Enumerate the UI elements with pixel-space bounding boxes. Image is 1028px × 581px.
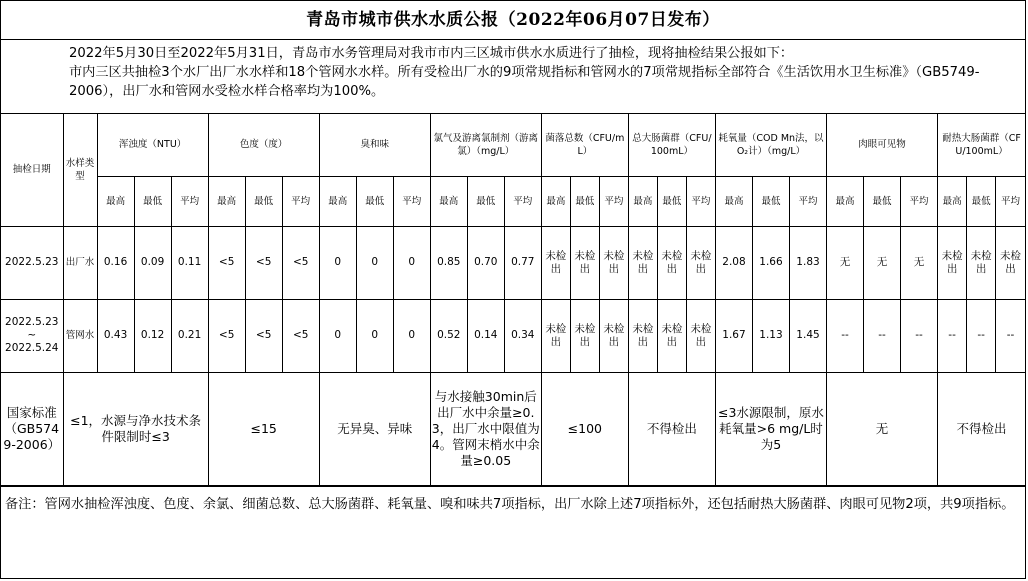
header-cod: 耗氧量（COD Mn法，以O₂计）（mg/L）: [715, 114, 826, 176]
value-cell-visible-avg: 无: [901, 226, 938, 299]
subheader-thermo-coliform-min: 最低: [967, 176, 996, 226]
standard-color: ≤15: [208, 372, 319, 485]
subheader-thermo-coliform-avg: 平均: [996, 176, 1025, 226]
value-cell-cod-avg: 1.83: [789, 226, 826, 299]
subheader-coliform-min: 最低: [657, 176, 686, 226]
value-cell-color-max: <5: [208, 299, 245, 372]
value-cell-turbidity-max: 0.16: [97, 226, 134, 299]
value-cell-chlorine-min: 0.70: [467, 226, 504, 299]
subheader-cod-min: 最低: [752, 176, 789, 226]
value-cell-bacteria-min: 未检出: [570, 299, 599, 372]
quality-table: [1, 114, 1025, 486]
subheader-bacteria-avg: 平均: [599, 176, 628, 226]
subheader-coliform-avg: 平均: [686, 176, 715, 226]
value-cell-coliform-avg: 未检出: [686, 299, 715, 372]
subheader-chlorine-min: 最低: [467, 176, 504, 226]
intro-section: [1, 40, 1025, 114]
value-cell-thermo-coliform-avg: 未检出: [996, 226, 1025, 299]
value-cell-chlorine-max: 0.85: [430, 226, 467, 299]
value-cell-cod-max: 1.67: [715, 299, 752, 372]
header-thermo-coliform: 耐热大肠菌群（CFU/100mL）: [938, 114, 1025, 176]
header-date: 抽检日期: [1, 114, 63, 226]
row-type: 出厂水: [63, 226, 97, 299]
subheader-color-avg: 平均: [282, 176, 319, 226]
subheader-turbidity-max: 最高: [97, 176, 134, 226]
value-cell-color-min: <5: [245, 299, 282, 372]
value-cell-visible-max: --: [827, 299, 864, 372]
subheader-color-min: 最低: [245, 176, 282, 226]
row-date: 2022.5.23 ~ 2022.5.24: [1, 299, 63, 372]
value-cell-odor-max: 0: [319, 226, 356, 299]
standard-thermo-coliform: 不得检出: [938, 372, 1025, 485]
header-row-2: [1, 176, 1025, 226]
subheader-thermo-coliform-max: 最高: [938, 176, 967, 226]
value-cell-chlorine-min: 0.14: [467, 299, 504, 372]
header-color: 色度（度）: [208, 114, 319, 176]
value-cell-cod-max: 2.08: [715, 226, 752, 299]
intro-line-1: 2022年5月30日至2022年5月31日，青岛市水务管理局对我市市内三区城市供水水质进行了抽检，现将抽检结果公报如下：: [69, 46, 794, 61]
value-cell-bacteria-max: 未检出: [541, 226, 570, 299]
value-cell-coliform-max: 未检出: [628, 226, 657, 299]
value-cell-odor-avg: 0: [393, 299, 430, 372]
value-cell-turbidity-max: 0.43: [97, 299, 134, 372]
standard-bacteria: ≤100: [541, 372, 628, 485]
value-cell-visible-max: 无: [827, 226, 864, 299]
subheader-visible-min: 最低: [864, 176, 901, 226]
value-cell-coliform-avg: 未检出: [686, 226, 715, 299]
subheader-chlorine-max: 最高: [430, 176, 467, 226]
header-odor: 臭和味: [319, 114, 430, 176]
value-cell-thermo-coliform-min: --: [967, 299, 996, 372]
header-chlorine: 氯气及游离氯制剂（游离氯）（mg/L）: [430, 114, 541, 176]
value-cell-odor-min: 0: [356, 299, 393, 372]
value-cell-visible-min: --: [864, 299, 901, 372]
value-cell-turbidity-avg: 0.21: [171, 299, 208, 372]
row-type: 管网水: [63, 299, 97, 372]
subheader-odor-min: 最低: [356, 176, 393, 226]
value-cell-chlorine-max: 0.52: [430, 299, 467, 372]
header-sample-type: 水样类型: [63, 114, 97, 226]
subheader-chlorine-avg: 平均: [504, 176, 541, 226]
data-row-network: [1, 299, 1025, 372]
subheader-turbidity-avg: 平均: [171, 176, 208, 226]
value-cell-bacteria-avg: 未检出: [599, 299, 628, 372]
value-cell-coliform-min: 未检出: [657, 226, 686, 299]
value-cell-thermo-coliform-max: --: [938, 299, 967, 372]
subheader-coliform-max: 最高: [628, 176, 657, 226]
subheader-odor-avg: 平均: [393, 176, 430, 226]
value-cell-bacteria-avg: 未检出: [599, 226, 628, 299]
subheader-cod-avg: 平均: [789, 176, 826, 226]
value-cell-color-avg: <5: [282, 226, 319, 299]
value-cell-visible-min: 无: [864, 226, 901, 299]
value-cell-thermo-coliform-avg: --: [996, 299, 1025, 372]
standard-turbidity: ≤1，水源与净水技术条件限制时≤3: [63, 372, 208, 485]
value-cell-color-avg: <5: [282, 299, 319, 372]
standard-row: [1, 372, 1025, 485]
report-title: 青岛市城市供水水质公报（2022年06月07日发布）: [1, 1, 1025, 40]
value-cell-turbidity-avg: 0.11: [171, 226, 208, 299]
header-turbidity: 浑浊度（NTU）: [97, 114, 208, 176]
value-cell-cod-avg: 1.45: [789, 299, 826, 372]
value-cell-coliform-min: 未检出: [657, 299, 686, 372]
standard-label: 国家标准 （GB5749-2006）: [1, 372, 63, 485]
value-cell-coliform-max: 未检出: [628, 299, 657, 372]
standard-chlorine: 与水接触30min后出厂水中余量≥0.3，出厂水中限值为4。管网末梢水中余量≥0.05: [430, 372, 541, 485]
subheader-turbidity-min: 最低: [134, 176, 171, 226]
header-row-1: [1, 114, 1025, 176]
subheader-visible-avg: 平均: [901, 176, 938, 226]
footnote: 备注：管网水抽检浑浊度、色度、余氯、细菌总数、总大肠菌群、耗氧量、嗅和味共7项指标，出厂水除上述7项指标外，还包括耐热大肠菌群、肉眼可见物2项，共9项指标。: [1, 486, 1025, 514]
intro-line-2: 市内三区共抽检3个水厂出厂水水样和18个管网水水样。所有受检出厂水的9项常规指标和管网水的7项常规指标全部符合《生活饮用水卫生标准》（GB5749-2006），出厂水和管网水受检水样合格率均为100%。: [69, 65, 980, 99]
value-cell-color-min: <5: [245, 226, 282, 299]
value-cell-thermo-coliform-min: 未检出: [967, 226, 996, 299]
value-cell-color-max: <5: [208, 226, 245, 299]
row-date: 2022.5.23: [1, 226, 63, 299]
subheader-odor-max: 最高: [319, 176, 356, 226]
standard-cod: ≤3水源限制，原水耗氧量>6 mg/L时为5: [715, 372, 826, 485]
value-cell-bacteria-min: 未检出: [570, 226, 599, 299]
header-bacteria: 菌落总数（CFU/mL）: [541, 114, 628, 176]
value-cell-odor-min: 0: [356, 226, 393, 299]
subheader-cod-max: 最高: [715, 176, 752, 226]
standard-visible: 无: [827, 372, 938, 485]
header-coliform: 总大肠菌群（CFU/100mL）: [628, 114, 715, 176]
value-cell-odor-avg: 0: [393, 226, 430, 299]
value-cell-turbidity-min: 0.09: [134, 226, 171, 299]
value-cell-thermo-coliform-max: 未检出: [938, 226, 967, 299]
subheader-bacteria-min: 最低: [570, 176, 599, 226]
data-row-factory: [1, 226, 1025, 299]
value-cell-visible-avg: --: [901, 299, 938, 372]
value-cell-chlorine-avg: 0.34: [504, 299, 541, 372]
value-cell-cod-min: 1.66: [752, 226, 789, 299]
subheader-color-max: 最高: [208, 176, 245, 226]
value-cell-bacteria-max: 未检出: [541, 299, 570, 372]
value-cell-turbidity-min: 0.12: [134, 299, 171, 372]
subheader-bacteria-max: 最高: [541, 176, 570, 226]
standard-odor: 无异臭、异味: [319, 372, 430, 485]
value-cell-chlorine-avg: 0.77: [504, 226, 541, 299]
value-cell-odor-max: 0: [319, 299, 356, 372]
header-visible: 肉眼可见物: [827, 114, 938, 176]
subheader-visible-max: 最高: [827, 176, 864, 226]
value-cell-cod-min: 1.13: [752, 299, 789, 372]
standard-coliform: 不得检出: [628, 372, 715, 485]
